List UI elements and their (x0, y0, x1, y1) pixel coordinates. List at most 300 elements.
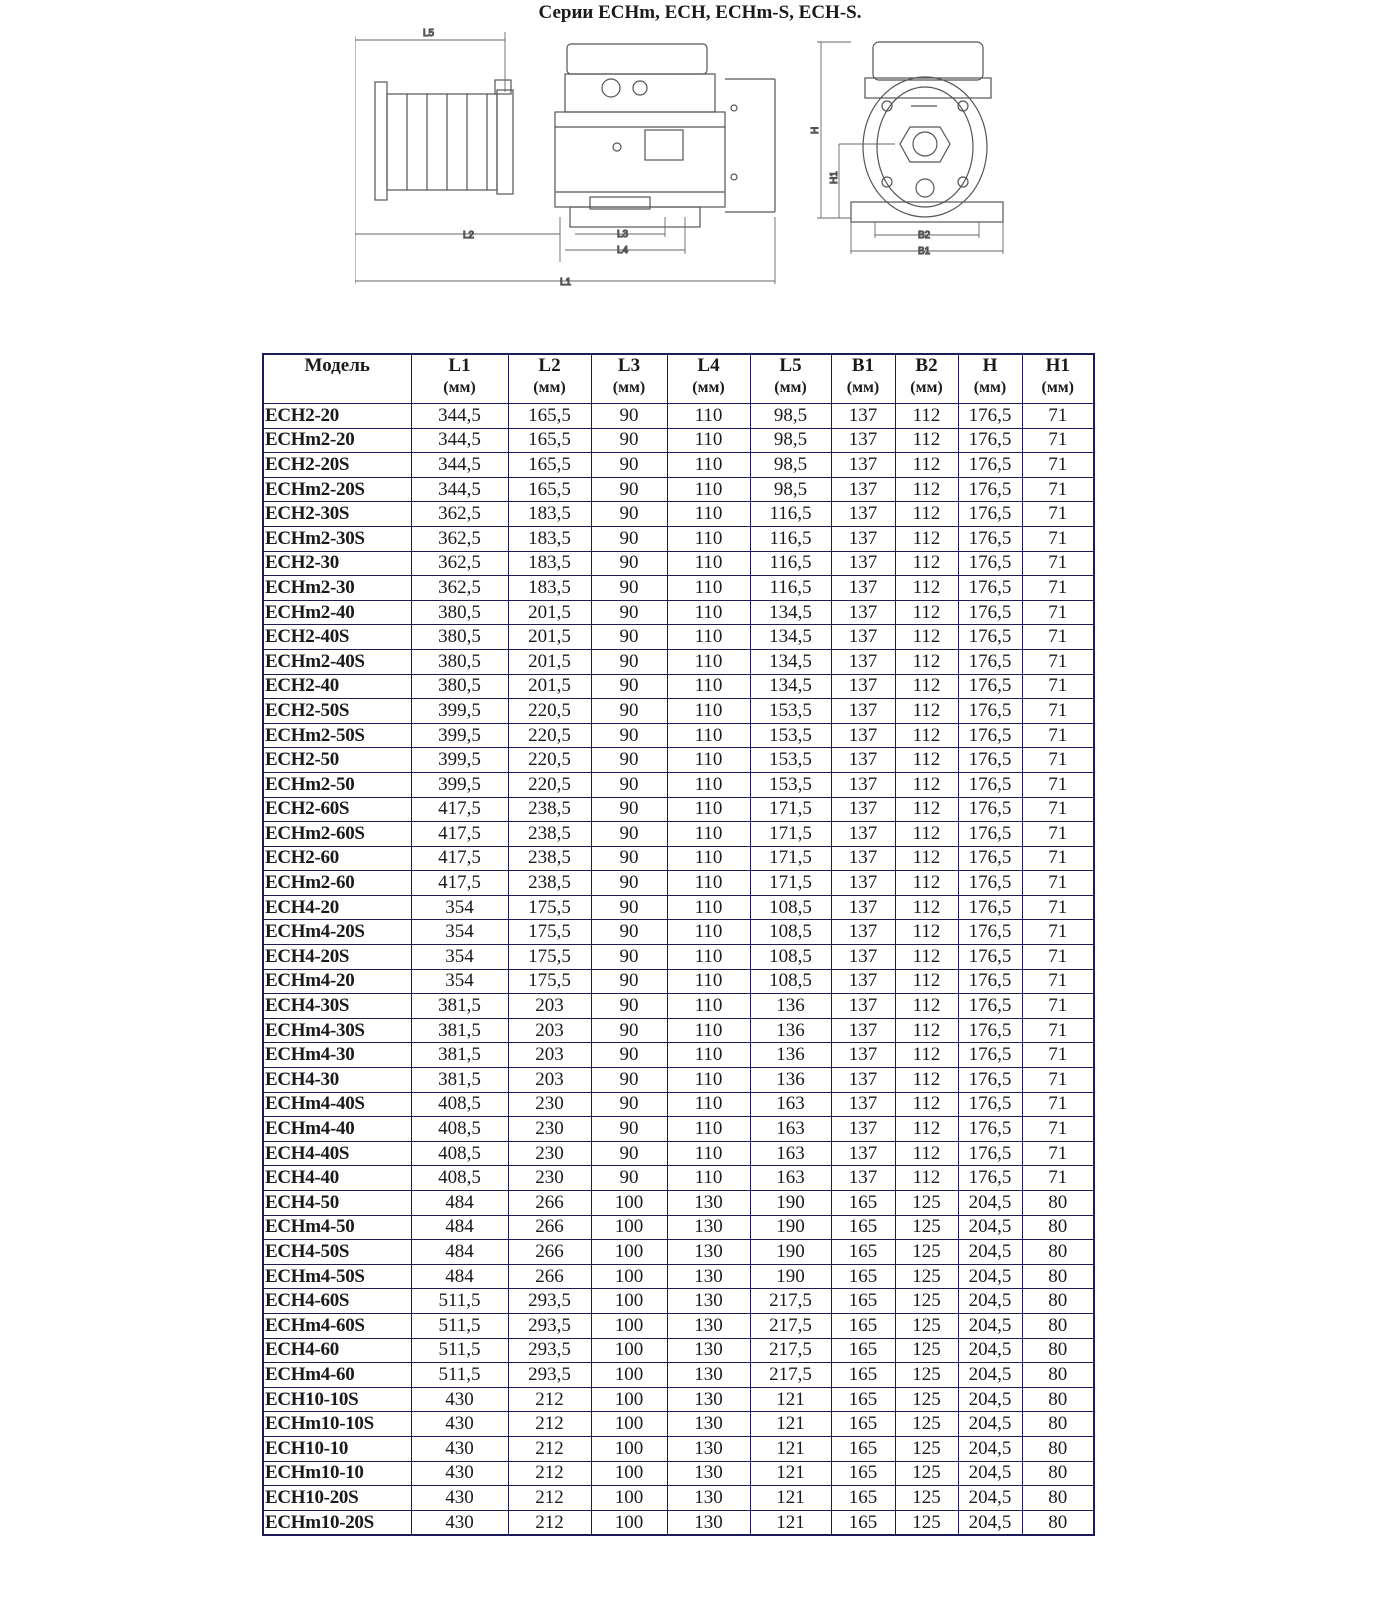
value-cell: 203 (508, 1043, 591, 1068)
value-cell: 266 (508, 1215, 591, 1240)
value-cell: 381,5 (411, 994, 508, 1019)
value-cell: 217,5 (750, 1363, 831, 1388)
column-header-l3 (591, 354, 667, 404)
value-cell: 165 (831, 1215, 895, 1240)
column-header-model (263, 354, 411, 404)
value-cell: 203 (508, 1068, 591, 1093)
dimension-label-h: H (810, 126, 821, 134)
value-cell: 137 (831, 1166, 895, 1191)
table-row (263, 674, 1094, 699)
value-cell: 430 (411, 1436, 508, 1461)
table-row (263, 551, 1094, 576)
value-cell: 71 (1022, 945, 1094, 970)
column-header-unit: (мм) (846, 379, 880, 396)
value-cell: 238,5 (508, 797, 591, 822)
value-cell: 71 (1022, 797, 1094, 822)
value-cell: 110 (667, 1018, 750, 1043)
value-cell: 165 (831, 1338, 895, 1363)
value-cell: 98,5 (750, 477, 831, 502)
column-header-name: L3 (617, 355, 641, 376)
model-cell: ECHm4-40 (263, 1117, 411, 1142)
table-body (263, 404, 1094, 1536)
value-cell: 165,5 (508, 453, 591, 478)
value-cell: 90 (591, 748, 667, 773)
table-row (263, 1338, 1094, 1363)
value-cell: 71 (1022, 674, 1094, 699)
value-cell: 80 (1022, 1436, 1094, 1461)
value-cell: 71 (1022, 895, 1094, 920)
value-cell: 112 (895, 994, 958, 1019)
value-cell: 71 (1022, 600, 1094, 625)
value-cell: 112 (895, 920, 958, 945)
value-cell: 134,5 (750, 600, 831, 625)
value-cell: 183,5 (508, 576, 591, 601)
value-cell: 137 (831, 1141, 895, 1166)
value-cell: 116,5 (750, 526, 831, 551)
value-cell: 204,5 (958, 1289, 1022, 1314)
value-cell: 71 (1022, 649, 1094, 674)
table-row (263, 846, 1094, 871)
value-cell: 71 (1022, 699, 1094, 724)
value-cell: 176,5 (958, 699, 1022, 724)
value-cell: 137 (831, 404, 895, 429)
value-cell: 125 (895, 1313, 958, 1338)
value-cell: 137 (831, 453, 895, 478)
value-cell: 112 (895, 797, 958, 822)
value-cell: 90 (591, 551, 667, 576)
value-cell: 176,5 (958, 1043, 1022, 1068)
value-cell: 130 (667, 1363, 750, 1388)
value-cell: 112 (895, 871, 958, 896)
value-cell: 112 (895, 600, 958, 625)
value-cell: 110 (667, 1092, 750, 1117)
value-cell: 176,5 (958, 1092, 1022, 1117)
value-cell: 130 (667, 1313, 750, 1338)
table-row (263, 1240, 1094, 1265)
column-header-name: H1 (1045, 355, 1070, 376)
column-header-name: B2 (915, 355, 938, 376)
value-cell: 137 (831, 994, 895, 1019)
value-cell: 176,5 (958, 551, 1022, 576)
value-cell: 90 (591, 576, 667, 601)
table-row (263, 1510, 1094, 1535)
value-cell: 511,5 (411, 1289, 508, 1314)
value-cell: 121 (750, 1412, 831, 1437)
value-cell: 90 (591, 526, 667, 551)
value-cell: 80 (1022, 1338, 1094, 1363)
value-cell: 165 (831, 1264, 895, 1289)
value-cell: 71 (1022, 404, 1094, 429)
value-cell: 71 (1022, 1043, 1094, 1068)
value-cell: 293,5 (508, 1289, 591, 1314)
value-cell: 153,5 (750, 748, 831, 773)
dimension-label-l5: L5 (423, 28, 435, 39)
value-cell: 165 (831, 1436, 895, 1461)
value-cell: 125 (895, 1436, 958, 1461)
value-cell: 100 (591, 1264, 667, 1289)
model-cell: ECH4-20S (263, 945, 411, 970)
table-row (263, 1363, 1094, 1388)
value-cell: 176,5 (958, 748, 1022, 773)
value-cell: 362,5 (411, 526, 508, 551)
table-row (263, 1141, 1094, 1166)
table-row (263, 772, 1094, 797)
value-cell: 176,5 (958, 477, 1022, 502)
value-cell: 204,5 (958, 1510, 1022, 1535)
value-cell: 125 (895, 1289, 958, 1314)
value-cell: 399,5 (411, 748, 508, 773)
value-cell: 399,5 (411, 772, 508, 797)
value-cell: 171,5 (750, 797, 831, 822)
value-cell: 153,5 (750, 772, 831, 797)
value-cell: 137 (831, 871, 895, 896)
value-cell: 125 (895, 1215, 958, 1240)
value-cell: 100 (591, 1510, 667, 1535)
value-cell: 110 (667, 969, 750, 994)
value-cell: 430 (411, 1387, 508, 1412)
value-cell: 293,5 (508, 1338, 591, 1363)
value-cell: 71 (1022, 1166, 1094, 1191)
table-row (263, 1289, 1094, 1314)
value-cell: 137 (831, 551, 895, 576)
value-cell: 137 (831, 428, 895, 453)
value-cell: 112 (895, 822, 958, 847)
value-cell: 381,5 (411, 1018, 508, 1043)
model-cell: ECH4-30 (263, 1068, 411, 1093)
value-cell: 176,5 (958, 846, 1022, 871)
model-cell: ECHm10-20S (263, 1510, 411, 1535)
value-cell: 136 (750, 1018, 831, 1043)
model-cell: ECH2-50 (263, 748, 411, 773)
value-cell: 399,5 (411, 699, 508, 724)
table-row (263, 1092, 1094, 1117)
value-cell: 165 (831, 1313, 895, 1338)
value-cell: 71 (1022, 994, 1094, 1019)
table-row (263, 822, 1094, 847)
value-cell: 112 (895, 1092, 958, 1117)
value-cell: 137 (831, 502, 895, 527)
value-cell: 112 (895, 723, 958, 748)
value-cell: 112 (895, 428, 958, 453)
value-cell: 71 (1022, 822, 1094, 847)
value-cell: 137 (831, 846, 895, 871)
value-cell: 137 (831, 1092, 895, 1117)
value-cell: 112 (895, 1141, 958, 1166)
value-cell: 165 (831, 1363, 895, 1388)
value-cell: 80 (1022, 1191, 1094, 1216)
value-cell: 165 (831, 1486, 895, 1511)
value-cell: 230 (508, 1166, 591, 1191)
value-cell: 100 (591, 1289, 667, 1314)
value-cell: 130 (667, 1461, 750, 1486)
column-header-b1 (831, 354, 895, 404)
value-cell: 176,5 (958, 453, 1022, 478)
table-row (263, 1166, 1094, 1191)
model-cell: ECHm2-60S (263, 822, 411, 847)
value-cell: 137 (831, 895, 895, 920)
column-header-name: L5 (779, 355, 802, 376)
value-cell: 362,5 (411, 502, 508, 527)
value-cell: 183,5 (508, 551, 591, 576)
value-cell: 121 (750, 1486, 831, 1511)
value-cell: 230 (508, 1117, 591, 1142)
dimension-label-l3: L3 (617, 229, 629, 240)
value-cell: 100 (591, 1338, 667, 1363)
value-cell: 108,5 (750, 895, 831, 920)
model-cell: ECHm4-30S (263, 1018, 411, 1043)
value-cell: 204,5 (958, 1461, 1022, 1486)
value-cell: 203 (508, 994, 591, 1019)
value-cell: 204,5 (958, 1387, 1022, 1412)
value-cell: 100 (591, 1461, 667, 1486)
value-cell: 125 (895, 1510, 958, 1535)
value-cell: 110 (667, 723, 750, 748)
column-header-b2 (895, 354, 958, 404)
value-cell: 137 (831, 920, 895, 945)
value-cell: 134,5 (750, 649, 831, 674)
value-cell: 112 (895, 551, 958, 576)
value-cell: 430 (411, 1461, 508, 1486)
value-cell: 230 (508, 1141, 591, 1166)
dimension-label-l2: L2 (463, 230, 475, 241)
value-cell: 80 (1022, 1313, 1094, 1338)
dimension-label-b2: B2 (918, 230, 931, 241)
value-cell: 430 (411, 1510, 508, 1535)
value-cell: 165 (831, 1289, 895, 1314)
value-cell: 176,5 (958, 969, 1022, 994)
value-cell: 112 (895, 945, 958, 970)
table-row (263, 625, 1094, 650)
value-cell: 165 (831, 1510, 895, 1535)
value-cell: 90 (591, 772, 667, 797)
value-cell: 71 (1022, 625, 1094, 650)
value-cell: 293,5 (508, 1313, 591, 1338)
value-cell: 408,5 (411, 1117, 508, 1142)
value-cell: 176,5 (958, 428, 1022, 453)
value-cell: 171,5 (750, 822, 831, 847)
value-cell: 344,5 (411, 428, 508, 453)
value-cell: 130 (667, 1387, 750, 1412)
value-cell: 112 (895, 748, 958, 773)
value-cell: 220,5 (508, 748, 591, 773)
table-row (263, 748, 1094, 773)
column-header-unit: (мм) (443, 379, 476, 396)
column-header-name: H (982, 355, 998, 376)
value-cell: 417,5 (411, 846, 508, 871)
model-cell: ECHm2-30S (263, 526, 411, 551)
value-cell: 220,5 (508, 699, 591, 724)
value-cell: 137 (831, 649, 895, 674)
value-cell: 417,5 (411, 797, 508, 822)
value-cell: 183,5 (508, 526, 591, 551)
value-cell: 125 (895, 1240, 958, 1265)
value-cell: 90 (591, 945, 667, 970)
value-cell: 110 (667, 1117, 750, 1142)
value-cell: 217,5 (750, 1313, 831, 1338)
value-cell: 125 (895, 1387, 958, 1412)
table-row (263, 1264, 1094, 1289)
value-cell: 212 (508, 1412, 591, 1437)
value-cell: 80 (1022, 1510, 1094, 1535)
value-cell: 511,5 (411, 1338, 508, 1363)
model-cell: ECH2-60S (263, 797, 411, 822)
model-cell: ECHm4-20 (263, 969, 411, 994)
value-cell: 484 (411, 1191, 508, 1216)
value-cell: 90 (591, 649, 667, 674)
value-cell: 90 (591, 625, 667, 650)
model-cell: ECHm2-40S (263, 649, 411, 674)
table-row (263, 920, 1094, 945)
table-row (263, 1043, 1094, 1068)
value-cell: 110 (667, 920, 750, 945)
model-cell: ECH4-30S (263, 994, 411, 1019)
value-cell: 417,5 (411, 822, 508, 847)
value-cell: 175,5 (508, 969, 591, 994)
table-row (263, 797, 1094, 822)
value-cell: 90 (591, 994, 667, 1019)
column-header-l2 (508, 354, 591, 404)
value-cell: 130 (667, 1510, 750, 1535)
column-header-l5 (750, 354, 831, 404)
value-cell: 137 (831, 477, 895, 502)
value-cell: 266 (508, 1240, 591, 1265)
model-cell: ECH4-50 (263, 1191, 411, 1216)
value-cell: 112 (895, 1117, 958, 1142)
value-cell: 112 (895, 649, 958, 674)
value-cell: 110 (667, 822, 750, 847)
value-cell: 430 (411, 1412, 508, 1437)
value-cell: 137 (831, 576, 895, 601)
value-cell: 136 (750, 994, 831, 1019)
value-cell: 217,5 (750, 1338, 831, 1363)
value-cell: 80 (1022, 1289, 1094, 1314)
value-cell: 100 (591, 1363, 667, 1388)
column-header-unit: (мм) (612, 379, 646, 396)
value-cell: 90 (591, 920, 667, 945)
value-cell: 125 (895, 1191, 958, 1216)
model-cell: ECH2-60 (263, 846, 411, 871)
value-cell: 204,5 (958, 1436, 1022, 1461)
value-cell: 176,5 (958, 1166, 1022, 1191)
value-cell: 71 (1022, 1018, 1094, 1043)
value-cell: 171,5 (750, 871, 831, 896)
value-cell: 90 (591, 1166, 667, 1191)
value-cell: 137 (831, 723, 895, 748)
value-cell: 80 (1022, 1215, 1094, 1240)
value-cell: 137 (831, 1043, 895, 1068)
value-cell: 80 (1022, 1264, 1094, 1289)
value-cell: 165,5 (508, 428, 591, 453)
value-cell: 380,5 (411, 649, 508, 674)
value-cell: 80 (1022, 1412, 1094, 1437)
pump-front-view-drawing (851, 42, 1003, 222)
value-cell: 190 (750, 1240, 831, 1265)
value-cell: 71 (1022, 969, 1094, 994)
model-cell: ECH4-40 (263, 1166, 411, 1191)
value-cell: 201,5 (508, 649, 591, 674)
value-cell: 125 (895, 1264, 958, 1289)
value-cell: 121 (750, 1510, 831, 1535)
value-cell: 90 (591, 674, 667, 699)
value-cell: 90 (591, 404, 667, 429)
value-cell: 217,5 (750, 1289, 831, 1314)
value-cell: 430 (411, 1486, 508, 1511)
value-cell: 163 (750, 1141, 831, 1166)
value-cell: 110 (667, 846, 750, 871)
value-cell: 238,5 (508, 822, 591, 847)
value-cell: 80 (1022, 1486, 1094, 1511)
value-cell: 175,5 (508, 945, 591, 970)
value-cell: 134,5 (750, 625, 831, 650)
value-cell: 112 (895, 1068, 958, 1093)
value-cell: 71 (1022, 1068, 1094, 1093)
value-cell: 112 (895, 453, 958, 478)
value-cell: 130 (667, 1215, 750, 1240)
value-cell: 130 (667, 1338, 750, 1363)
value-cell: 176,5 (958, 1117, 1022, 1142)
value-cell: 408,5 (411, 1166, 508, 1191)
value-cell: 71 (1022, 772, 1094, 797)
column-header-unit: (мм) (1041, 379, 1074, 396)
value-cell: 110 (667, 772, 750, 797)
value-cell: 112 (895, 846, 958, 871)
value-cell: 100 (591, 1240, 667, 1265)
value-cell: 163 (750, 1092, 831, 1117)
value-cell: 112 (895, 502, 958, 527)
value-cell: 137 (831, 1018, 895, 1043)
table-row (263, 945, 1094, 970)
value-cell: 344,5 (411, 404, 508, 429)
value-cell: 220,5 (508, 772, 591, 797)
value-cell: 100 (591, 1436, 667, 1461)
value-cell: 344,5 (411, 477, 508, 502)
value-cell: 484 (411, 1240, 508, 1265)
value-cell: 220,5 (508, 723, 591, 748)
value-cell: 362,5 (411, 576, 508, 601)
value-cell: 90 (591, 723, 667, 748)
value-cell: 71 (1022, 723, 1094, 748)
value-cell: 238,5 (508, 846, 591, 871)
value-cell: 183,5 (508, 502, 591, 527)
value-cell: 110 (667, 551, 750, 576)
value-cell: 381,5 (411, 1043, 508, 1068)
model-cell: ECH2-30 (263, 551, 411, 576)
value-cell: 136 (750, 1068, 831, 1093)
model-cell: ECH4-60S (263, 1289, 411, 1314)
value-cell: 100 (591, 1215, 667, 1240)
value-cell: 71 (1022, 526, 1094, 551)
value-cell: 201,5 (508, 674, 591, 699)
value-cell: 90 (591, 1043, 667, 1068)
value-cell: 110 (667, 674, 750, 699)
value-cell: 112 (895, 1043, 958, 1068)
dimension-label-b1: B1 (918, 246, 931, 257)
value-cell: 90 (591, 477, 667, 502)
value-cell: 176,5 (958, 822, 1022, 847)
value-cell: 190 (750, 1191, 831, 1216)
pump-dimension-drawing (355, 22, 1045, 297)
model-cell: ECH2-40S (263, 625, 411, 650)
value-cell: 112 (895, 477, 958, 502)
column-header-unit: (мм) (910, 379, 943, 396)
value-cell: 153,5 (750, 699, 831, 724)
value-cell: 176,5 (958, 625, 1022, 650)
column-header-l4 (667, 354, 750, 404)
value-cell: 176,5 (958, 600, 1022, 625)
value-cell: 110 (667, 404, 750, 429)
table-row (263, 871, 1094, 896)
table-row (263, 649, 1094, 674)
